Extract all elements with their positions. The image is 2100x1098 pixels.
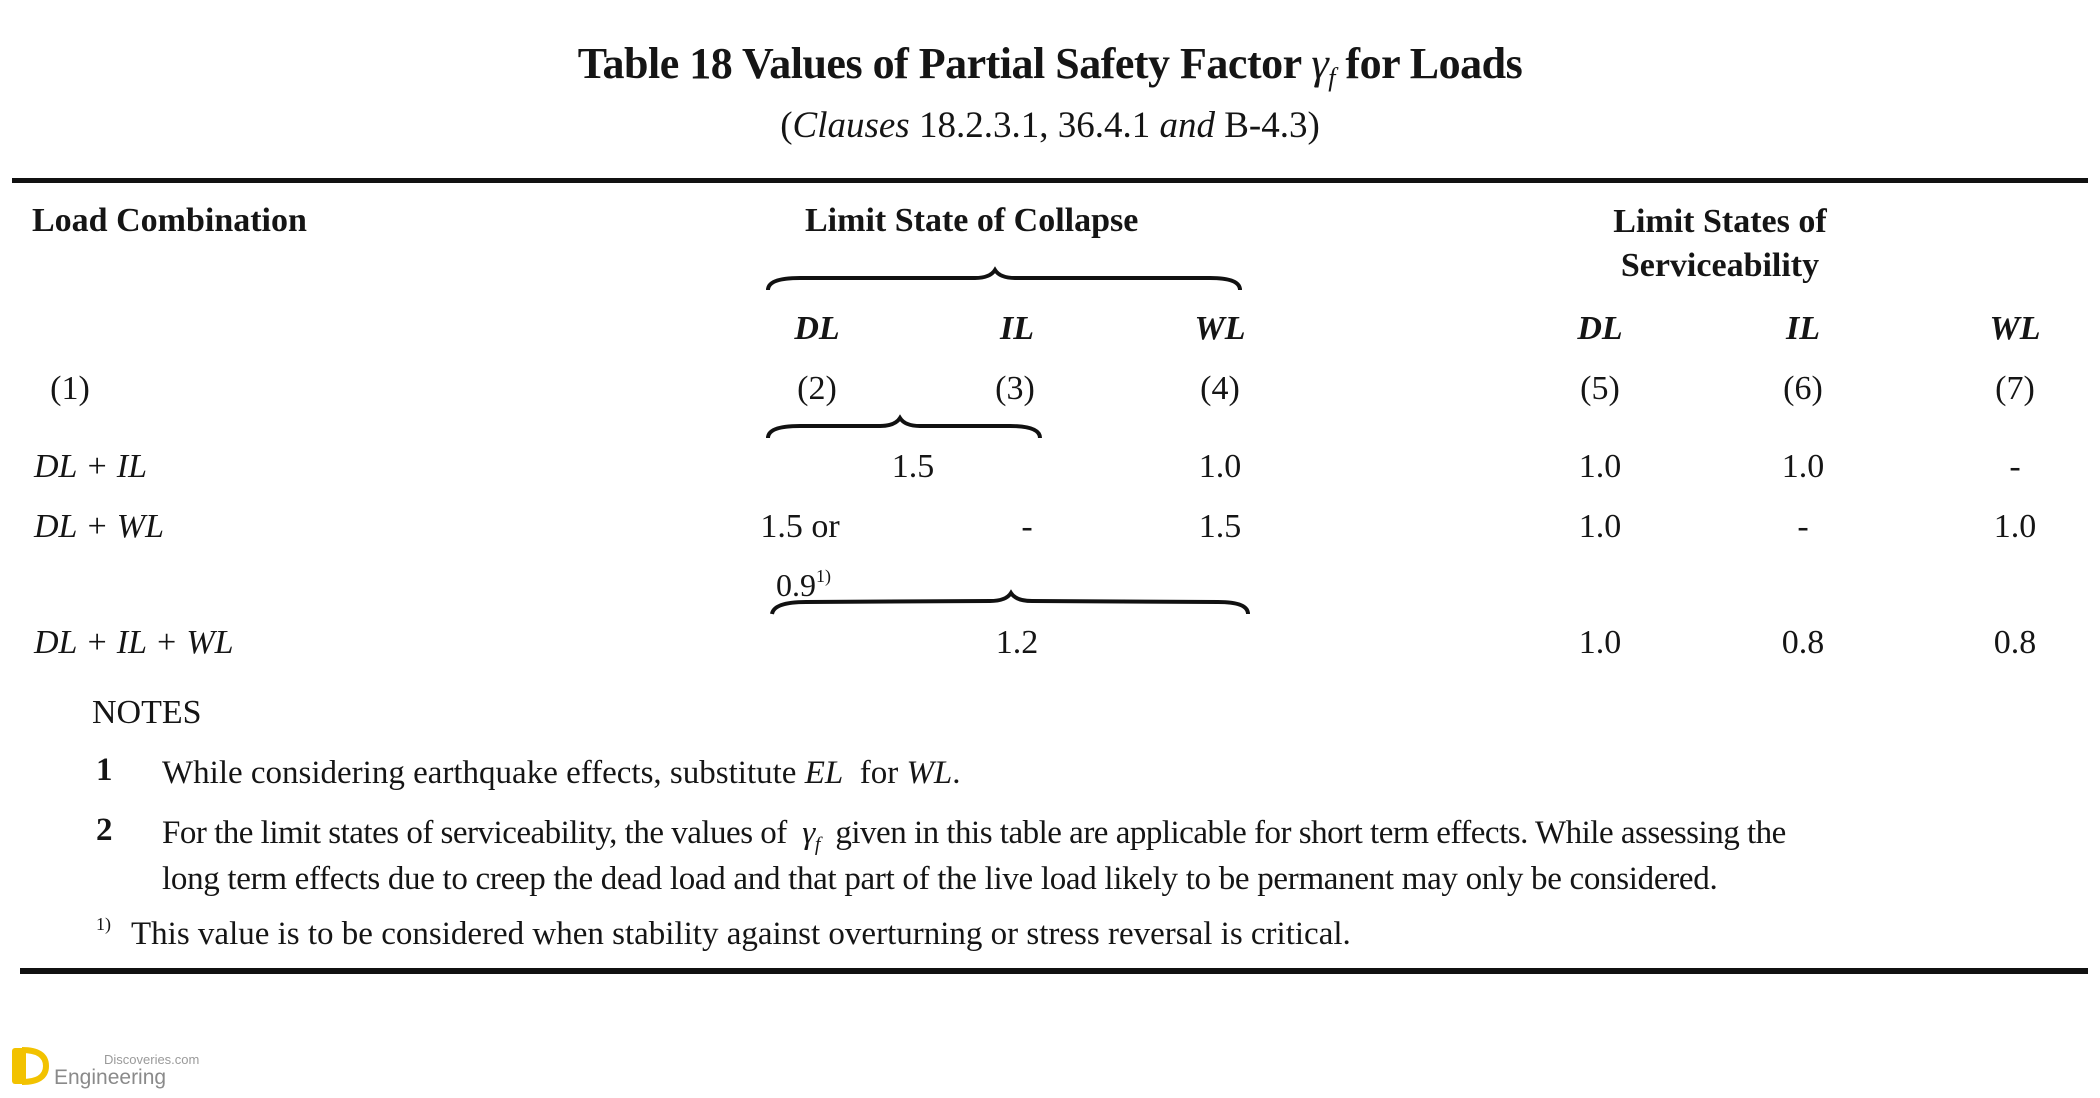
row3-svc-il: 0.8 [1781,624,1825,661]
col-header-svc-il: IL [1786,310,1820,347]
note-2-line2: long term effects due to creep the dead load and that part of the live load likely to be permanent may only be considered. [162,861,1718,897]
bottom-rule [20,968,2088,974]
row1-svc-wl: - [2009,448,2021,485]
note-1-em-wl: WL [906,755,953,791]
row3-svc-dl: 1.0 [1578,624,1622,661]
note-2-gamma-symbol: γ [802,815,815,851]
note-1-number: 1 [96,752,113,788]
row1-collapse-wl: 1.0 [1198,448,1242,485]
row-label-dl-wl: DL + WL [34,508,165,545]
row-label-dl-il-wl: DL + IL + WL [34,624,234,661]
row1-svc-il: 1.0 [1781,448,1825,485]
title-suffix: for Loads [1334,39,1523,88]
note-2-line1-a: For the limit states of serviceability, the values of [162,815,803,851]
col-number-4: (4) [1200,370,1240,407]
gamma-symbol: γ [1311,39,1329,88]
watermark-line2: Engineering [54,1066,167,1089]
header-serviceability-line1: Limit States of [1613,203,1827,240]
row3-collapse-all: 1.2 [995,624,1039,661]
row1-collapse-dl-il: 1.5 [891,448,935,485]
row2-collapse-wl: 1.5 [1198,508,1242,545]
notes-heading: NOTES [92,694,202,731]
title-prefix: Table 18 Values of Partial Safety Factor [577,39,1312,88]
col-number-3: (3) [995,370,1035,407]
row2-svc-wl: 1.0 [1993,508,2037,545]
subtitle-refs: 18.2.3.1, 36.4.1 [909,105,1160,146]
row-label-dl-il: DL + IL [34,448,148,485]
row2-footnote-mark: 1) [816,566,831,586]
footnote-mark: 1) [96,914,111,934]
subtitle-clauses-word: Clauses [792,105,910,146]
note-2-gamma-subscript: f [814,833,820,856]
col-number-2: (2) [797,370,837,407]
col-number-1: (1) [50,370,90,407]
col-number-7: (7) [1995,370,2035,407]
row2-svc-il: - [1797,508,1809,545]
subtitle-open: ( [780,105,793,146]
col-header-collapse-il: IL [1000,310,1034,347]
header-load-combination: Load Combination [32,202,307,239]
col-header-svc-wl: WL [1989,310,2041,347]
note-1-text-a: While considering earthquake effects, substitute [162,755,805,791]
col-number-5: (5) [1580,370,1620,407]
note-1-em-el: EL [804,755,844,791]
watermark-line1: Discoveries.com [104,1052,200,1067]
note-2-number: 2 [96,812,113,848]
note-1-text-b: for [843,755,907,791]
row3-svc-wl: 0.8 [1993,624,2037,661]
footnote-text: This value is to be considered when stability against overturning or stress reversal is critical. [131,916,1351,952]
row2-collapse-il: - [1021,508,1033,545]
col-header-collapse-wl: WL [1194,310,1246,347]
col-header-svc-dl: DL [1577,310,1623,347]
subtitle-and-word: and [1159,105,1215,146]
header-serviceability-line2: Serviceability [1620,247,1820,284]
engineering-discoveries-logo-icon [10,1044,50,1088]
gamma-subscript: f [1328,63,1335,92]
row2-collapse-dl-value: 0.9 [776,567,816,603]
note-1-text-c: . [952,755,961,791]
row2-collapse-dl-line1: 1.5 or [760,508,840,545]
footnote [96,914,1351,953]
row2-svc-dl: 1.0 [1578,508,1622,545]
header-collapse: Limit State of Collapse [805,202,1139,239]
col-header-collapse-dl: DL [794,310,840,347]
col-number-6: (6) [1783,370,1823,407]
row1-svc-dl: 1.0 [1578,448,1622,485]
subtitle-ref-last: B-4.3) [1214,105,1320,146]
note-1-text [162,750,961,796]
note-2-line1-b: given in this table are applicable for short term effects. While assessing the [819,815,1786,851]
